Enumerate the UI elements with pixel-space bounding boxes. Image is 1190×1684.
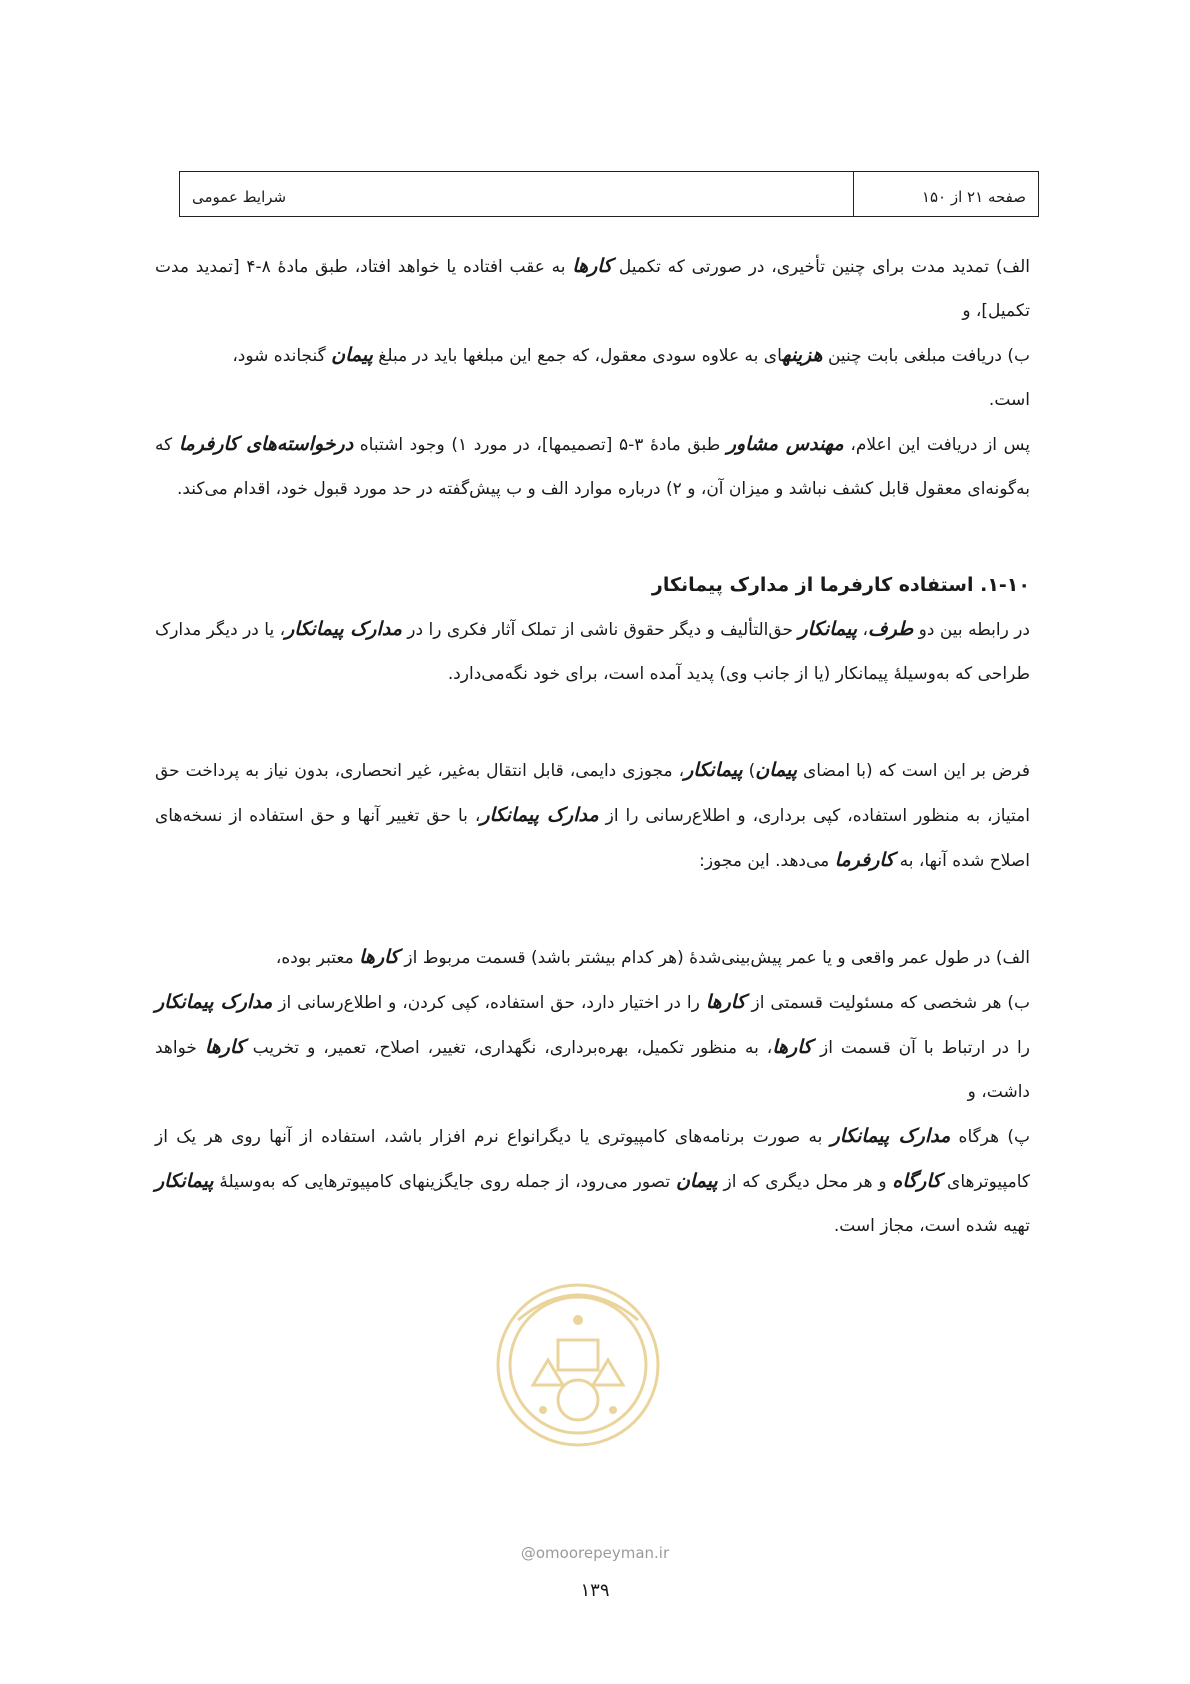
term-karha: کارها — [705, 991, 746, 1013]
license-item-be: ب) هر شخصی که مسئولیت قسمتی از کارها را در اختیار دارد، حق استفاده، کپی کردن، و اطلاع‌رسانی از مدارک پیمانکار را در ارتباط با آن قسمت از کارها، به منظور تکمیل، بهره‌برداری، نگهداری، تغییر، اصلاح، تعمیر، و تخریب کارها خواهد داشت، و — [155, 991, 1031, 1102]
document-body — [155, 244, 1030, 1248]
term-contractor: پیمانکار — [798, 618, 858, 640]
term-contractor-documents: مدارک پیمانکار — [480, 804, 599, 826]
paragraph-after-notice: پس از دریافت این اعلام، مهندس مشاور طبق مادۀ ۳-۵ [تصمیمها]، در مورد ۱) وجود اشتباه درخواسته‌های کارفرما که به‌گونه‌ای معقول قابل کشف نباشد و میزان آن، و ۲) درباره موارد الف و ب پیش‌گفته در حد مورد قبول خود، اقدام می‌کند. — [155, 433, 1031, 499]
page-number: ۱۳۹ — [580, 1580, 610, 1601]
watermark-site-text: @omoorepeyman.ir — [520, 1544, 670, 1562]
spacer — [155, 511, 1030, 563]
term-engineer: مهندس مشاور — [726, 433, 844, 455]
spacer — [155, 696, 1030, 748]
term-peyman: پیمان — [755, 759, 798, 781]
term-karha: کارها — [572, 255, 613, 277]
term-karha: کارها — [359, 946, 399, 968]
header-page-label: صفحه ۲۱ از ۱۵۰ — [853, 172, 1038, 216]
term-employer: کارفرما — [834, 849, 895, 871]
term-site: کارگاه — [892, 1170, 942, 1192]
paragraph-be-cost: ب) دریافت مبلغی بابت چنین هزینهای به علاوه سودی معقول، که جمع این مبلغها باید در مبلغ پیمان گنجانده شود، — [232, 344, 1030, 366]
term-contractor-documents: مدارک پیمانکار — [155, 991, 273, 1013]
spacer — [155, 883, 1030, 935]
term-employer-requirements: درخواسته‌های کارفرما — [178, 433, 354, 455]
watermark-seal-icon — [488, 1250, 668, 1550]
term-contractor-documents: مدارک پیمانکار — [285, 618, 402, 640]
term-peyman: پیمان — [675, 1170, 718, 1192]
license-item-pe: پ) هرگاه مدارک پیمانکار به صورت برنامه‌های کامپیوتری یا دیگرانواع نرم افزار باشد، استفاده از آنها روی هر یک از کامپیوترهای کارگاه و هر محل دیگری که از پیمان تصور می‌رود، از جمله روی جایگزینهای کامپیوترهایی که به‌وسیلۀ پیمانکار تهیه شده است، مجاز است. — [155, 1125, 1031, 1236]
section-heading: ۱-۱۰. استفاده کارفرما از مدارک پیمانکار — [651, 574, 1030, 596]
term-contractor-documents: مدارک پیمانکار — [830, 1125, 951, 1147]
paragraph-ast: است. — [988, 390, 1030, 410]
term-contractor: پیمانکار — [155, 1170, 214, 1192]
header-section-title: شرایط عمومی — [192, 188, 287, 206]
term-peyman: پیمان — [331, 344, 373, 366]
paragraph-license: فرض بر این است که (با امضای پیمان) پیمانکار، مجوزی دایمی، قابل انتقال به‌غیر، غیر انحصاری، بدون نیاز به پرداخت حق امتیاز، به منظور استفاده، کپی برداری، و اطلاع‌رسانی را از مدارک پیمانکار، با حق تغییر آنها و حق استفاده از نسخه‌های اصلاح شده آنها، به کارفرما می‌دهد. این مجوز: — [155, 759, 1030, 871]
term-party: طرف — [867, 618, 914, 640]
license-item-alef: الف) در طول عمر واقعی و یا عمر پیش‌بینی‌شدۀ (هر کدام بیشتر باشد) قسمت مربوط از کارها معتبر بوده، — [275, 946, 1030, 968]
term-contractor: پیمانکار — [684, 759, 743, 781]
term-karha: کارها — [772, 1036, 813, 1058]
paragraph-relationship: در رابطه بین دو طرف، پیمانکار حق‌التألیف و دیگر حقوق ناشی از تملک آثار فکری را در مدارک پیمانکار، یا در دیگر مدارک طراحی که به‌وسیلۀ پیمانکار (یا از جانب وی) پدید آمده است، برای خود نگه‌می‌دارد. — [155, 618, 1031, 684]
page-header — [179, 171, 1039, 217]
header-section-cell — [180, 172, 853, 216]
term-hazineh: هزینه — [782, 344, 823, 366]
paragraph-alef-extension: الف) تمدید مدت برای چنین تأخیری، در صورتی که تکمیل کارها به عقب افتاده یا خواهد افتاد، طبق مادۀ ۸-۴ [تمدید مدت تکمیل]، و — [155, 255, 1030, 321]
term-karha: کارها — [204, 1036, 245, 1058]
